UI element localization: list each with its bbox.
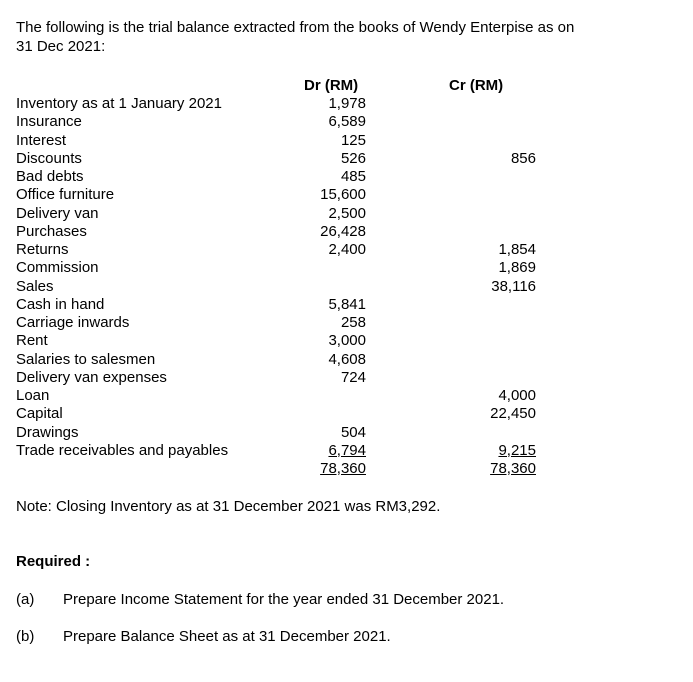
debit-value: 6,794: [328, 441, 366, 459]
table-row: [16, 186, 536, 204]
debit-value: 526: [340, 149, 366, 167]
table-row: [16, 150, 536, 168]
row-label: Rent: [16, 332, 48, 350]
table-row: [16, 168, 536, 186]
row-label: Trade receivables and payables: [16, 441, 229, 459]
credit-value: [456, 332, 536, 350]
table-row: [16, 205, 536, 223]
task-tag: (a): [16, 591, 35, 608]
debit-value: [296, 259, 366, 277]
trial-balance-table: [16, 95, 536, 478]
credit-value: [456, 314, 536, 332]
credit-value: 4,000: [498, 387, 536, 404]
debit-value: 2,500: [328, 204, 366, 222]
totals-row: [16, 460, 536, 478]
row-label: Insurance: [16, 113, 82, 131]
table-row: [16, 296, 536, 314]
credit-value: [456, 369, 536, 387]
intro-line-1: The following is the trial balance extracted from the books of Wendy Enterpise as on: [16, 19, 575, 36]
debit-value: [296, 387, 366, 405]
table-row: [16, 223, 536, 241]
debit-value: 5,841: [328, 295, 366, 313]
row-label: Loan: [16, 387, 50, 404]
table-row: [16, 314, 536, 332]
row-label: Purchases: [16, 222, 87, 240]
credit-value: [456, 351, 536, 369]
credit-value: [456, 95, 536, 113]
credit-value: [456, 113, 536, 131]
required-heading: Required :: [16, 553, 91, 570]
row-label: Delivery van expenses: [16, 368, 167, 386]
credit-value: 1,869: [498, 259, 536, 277]
credit-value: [456, 223, 536, 241]
credit-value: 1,854: [498, 241, 536, 258]
debit-column-header: Dr (RM): [304, 77, 359, 94]
table-row: [16, 332, 536, 350]
row-label: Capital: [16, 405, 63, 423]
closing-inventory-note: Note: Closing Inventory as at 31 December 2021 was RM3,292.: [16, 498, 441, 515]
intro-text: [16, 18, 656, 56]
row-label: Drawings: [16, 423, 79, 441]
debit-value: 26,428: [320, 222, 366, 240]
row-label: Inventory as at 1 January 2021: [16, 95, 222, 112]
debit-value: 125: [340, 131, 366, 149]
credit-value: 9,215: [498, 441, 536, 459]
table-row: [16, 241, 536, 259]
credit-value: [456, 205, 536, 223]
credit-value: [456, 168, 536, 186]
table-row: [16, 405, 536, 423]
row-label: Returns: [16, 241, 69, 258]
debit-value: 4,608: [328, 350, 366, 368]
table-row: [16, 278, 536, 296]
debit-value: 258: [340, 314, 366, 331]
table-row: [16, 113, 536, 131]
credit-value: [456, 296, 536, 314]
credit-value: 38,116: [491, 277, 536, 295]
row-label: Cash in hand: [16, 295, 105, 313]
task-b: [16, 628, 391, 645]
debit-value: 504: [340, 423, 366, 441]
table-row: [16, 387, 536, 405]
row-label: Carriage inwards: [16, 314, 130, 331]
row-label: Commission: [16, 259, 99, 277]
debit-value: 1,978: [328, 95, 366, 112]
row-label: Sales: [16, 277, 54, 295]
row-label: Office furniture: [16, 186, 115, 204]
credit-value: [456, 186, 536, 204]
debit-value: [296, 278, 366, 296]
table-row: [16, 369, 536, 387]
row-label: Bad debts: [16, 168, 84, 185]
debit-value: 485: [340, 168, 366, 185]
task-tag: (b): [16, 628, 35, 645]
credit-value: 856: [510, 149, 536, 167]
table-row: [16, 132, 536, 150]
credit-value: [456, 132, 536, 150]
credit-total: 78,360: [490, 460, 536, 477]
debit-value: [296, 405, 366, 423]
intro-line-2: 31 Dec 2021:: [16, 38, 106, 55]
row-label: Discounts: [16, 149, 82, 167]
credit-column-header: Cr (RM): [449, 77, 504, 94]
debit-total: 78,360: [320, 460, 366, 477]
row-label: Delivery van: [16, 204, 99, 222]
table-row: [16, 259, 536, 277]
debit-value: 2,400: [328, 241, 366, 258]
table-row: [16, 95, 536, 113]
task-text: Prepare Balance Sheet as at 31 December 2021.: [63, 628, 391, 645]
table-row: [16, 351, 536, 369]
debit-value: 724: [340, 368, 366, 386]
debit-value: 6,589: [328, 113, 366, 131]
debit-value: 3,000: [328, 332, 366, 350]
credit-value: 22,450: [490, 405, 536, 423]
row-label: Interest: [16, 131, 67, 149]
debit-value: 15,600: [320, 186, 366, 204]
task-a: [16, 591, 504, 608]
credit-value: [456, 424, 536, 442]
table-row: [16, 442, 536, 460]
row-label: Salaries to salesmen: [16, 350, 156, 368]
table-row: [16, 424, 536, 442]
task-text: Prepare Income Statement for the year ended 31 December 2021.: [63, 591, 505, 608]
